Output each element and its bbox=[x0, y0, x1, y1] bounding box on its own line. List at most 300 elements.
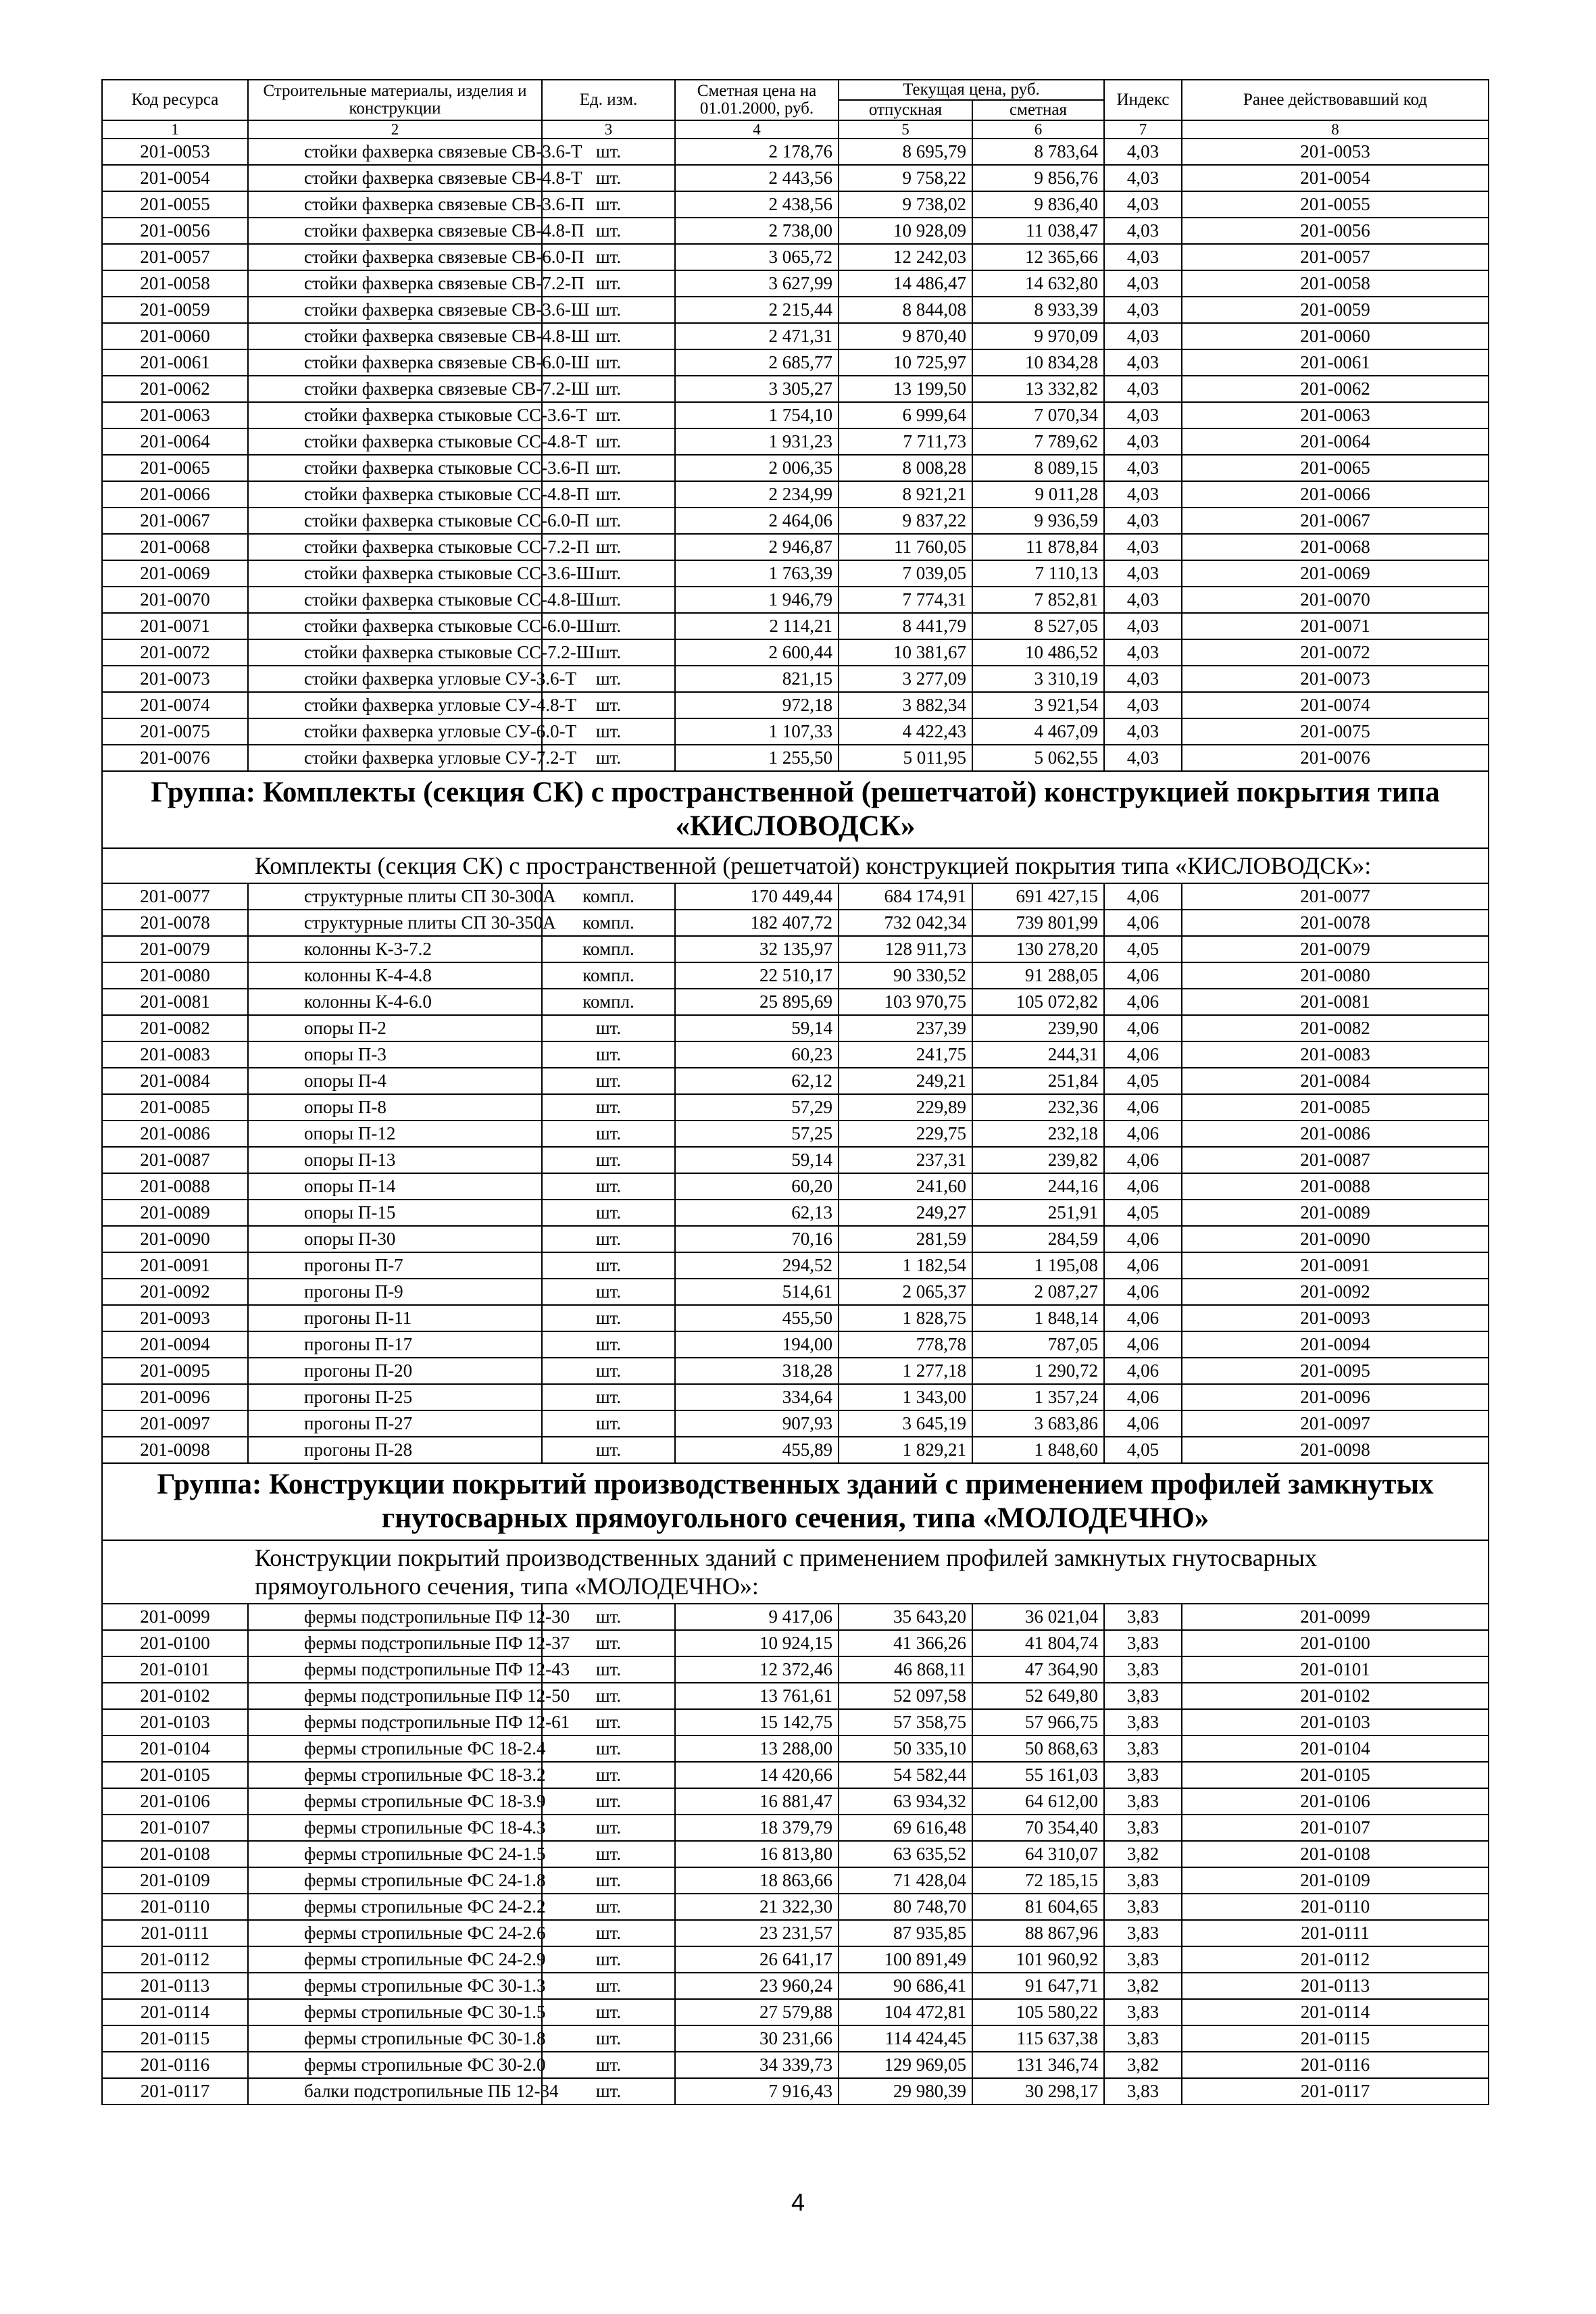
table-row bbox=[102, 587, 1489, 613]
estimate-price-cell: 239,90 bbox=[972, 1015, 1104, 1041]
estimate-price-cell: 7 852,81 bbox=[972, 587, 1104, 613]
material-name-cell: фермы подстропильные ПФ 12-43 bbox=[248, 1656, 542, 1683]
estimate-price-cell: 52 649,80 bbox=[972, 1683, 1104, 1709]
resource-code-cell: 201-0114 bbox=[102, 1999, 248, 2025]
release-price-cell: 7 711,73 bbox=[839, 428, 972, 455]
material-name-cell: структурные плиты СП 30-300А bbox=[248, 883, 542, 910]
release-price-cell: 281,59 bbox=[839, 1226, 972, 1252]
resource-code-cell: 201-0112 bbox=[102, 1946, 248, 1973]
base-price-cell: 972,18 bbox=[675, 692, 839, 718]
release-price-cell: 11 760,05 bbox=[839, 534, 972, 560]
unit-cell: шт. bbox=[542, 1656, 675, 1683]
resource-code-cell: 201-0111 bbox=[102, 1920, 248, 1946]
estimate-price-cell: 72 185,15 bbox=[972, 1867, 1104, 1894]
release-price-cell: 6 999,64 bbox=[839, 402, 972, 428]
table-row bbox=[102, 1121, 1489, 1147]
release-price-cell: 237,31 bbox=[839, 1147, 972, 1173]
release-price-cell: 41 366,26 bbox=[839, 1630, 972, 1656]
group3-rows bbox=[102, 1604, 1489, 2104]
unit-cell: шт. bbox=[542, 666, 675, 692]
unit-cell: шт. bbox=[542, 455, 675, 481]
material-name-cell: стойки фахверка угловые СУ-7.2-Т bbox=[248, 745, 542, 771]
table-row bbox=[102, 1410, 1489, 1437]
table-row bbox=[102, 560, 1489, 587]
prev-code-cell: 201-0107 bbox=[1182, 1815, 1489, 1841]
material-name-cell: стойки фахверка связевые СВ-6.0-П bbox=[248, 244, 542, 270]
base-price-cell: 2 471,31 bbox=[675, 323, 839, 349]
estimate-price-cell: 787,05 bbox=[972, 1331, 1104, 1358]
estimate-price-cell: 36 021,04 bbox=[972, 1604, 1104, 1630]
table-row bbox=[102, 297, 1489, 323]
base-price-cell: 2 738,00 bbox=[675, 218, 839, 244]
resource-code-cell: 201-0107 bbox=[102, 1815, 248, 1841]
index-cell: 4,06 bbox=[1104, 1384, 1182, 1410]
release-price-cell: 229,75 bbox=[839, 1121, 972, 1147]
prev-code-cell: 201-0085 bbox=[1182, 1094, 1489, 1121]
unit-cell: шт. bbox=[542, 1630, 675, 1656]
base-price-cell: 2 006,35 bbox=[675, 455, 839, 481]
prev-code-cell: 201-0060 bbox=[1182, 323, 1489, 349]
prev-code-cell: 201-0101 bbox=[1182, 1656, 1489, 1683]
base-price-cell: 2 685,77 bbox=[675, 349, 839, 376]
resource-code-cell: 201-0054 bbox=[102, 165, 248, 191]
table-row bbox=[102, 165, 1489, 191]
release-price-cell: 9 837,22 bbox=[839, 508, 972, 534]
unit-cell: шт. bbox=[542, 1999, 675, 2025]
material-name-cell: балки подстропильные ПБ 12-34 bbox=[248, 2078, 542, 2104]
unit-cell: шт. bbox=[542, 323, 675, 349]
estimate-price-cell: 10 486,52 bbox=[972, 639, 1104, 666]
column-numbers-row bbox=[102, 120, 1489, 139]
material-name-cell: прогоны П-17 bbox=[248, 1331, 542, 1358]
release-price-cell: 128 911,73 bbox=[839, 936, 972, 962]
base-price-cell: 2 178,76 bbox=[675, 139, 839, 165]
estimate-price-cell: 101 960,92 bbox=[972, 1946, 1104, 1973]
release-price-cell: 90 330,52 bbox=[839, 962, 972, 989]
release-price-cell: 1 828,75 bbox=[839, 1305, 972, 1331]
table-row bbox=[102, 1683, 1489, 1709]
resource-code-cell: 201-0053 bbox=[102, 139, 248, 165]
resource-code-cell: 201-0086 bbox=[102, 1121, 248, 1147]
resource-code-cell: 201-0059 bbox=[102, 297, 248, 323]
base-price-cell: 12 372,46 bbox=[675, 1656, 839, 1683]
resource-code-cell: 201-0069 bbox=[102, 560, 248, 587]
estimate-price-cell: 13 332,82 bbox=[972, 376, 1104, 402]
unit-cell: шт. bbox=[542, 1867, 675, 1894]
table-row bbox=[102, 191, 1489, 218]
prev-code-cell: 201-0068 bbox=[1182, 534, 1489, 560]
unit-cell: шт. bbox=[542, 2025, 675, 2052]
estimate-price-cell: 9 936,59 bbox=[972, 508, 1104, 534]
prev-code-cell: 201-0059 bbox=[1182, 297, 1489, 323]
prev-code-cell: 201-0086 bbox=[1182, 1121, 1489, 1147]
resource-code-cell: 201-0085 bbox=[102, 1094, 248, 1121]
unit-cell: шт. bbox=[542, 1815, 675, 1841]
estimate-price-cell: 91 288,05 bbox=[972, 962, 1104, 989]
table-row bbox=[102, 481, 1489, 508]
base-price-cell: 27 579,88 bbox=[675, 1999, 839, 2025]
material-name-cell: фермы подстропильные ПФ 12-37 bbox=[248, 1630, 542, 1656]
release-price-cell: 3 277,09 bbox=[839, 666, 972, 692]
index-cell: 4,03 bbox=[1104, 639, 1182, 666]
unit-cell: шт. bbox=[542, 1709, 675, 1736]
estimate-price-cell: 3 683,86 bbox=[972, 1410, 1104, 1437]
base-price-cell: 60,23 bbox=[675, 1041, 839, 1068]
unit-cell: шт. bbox=[542, 481, 675, 508]
material-name-cell: прогоны П-28 bbox=[248, 1437, 542, 1463]
material-name-cell: стойки фахверка стыковые СС-4.8-Ш bbox=[248, 587, 542, 613]
col-header-base-price: Сметная цена на 01.01.2000, руб. bbox=[675, 80, 839, 120]
material-name-cell: колонны К-4-6.0 bbox=[248, 989, 542, 1015]
table-row bbox=[102, 1147, 1489, 1173]
material-name-cell: стойки фахверка связевые СВ-4.8-Ш bbox=[248, 323, 542, 349]
table-row bbox=[102, 2078, 1489, 2104]
material-name-cell: фермы стропильные ФС 18-2.4 bbox=[248, 1736, 542, 1762]
prev-code-cell: 201-0093 bbox=[1182, 1305, 1489, 1331]
resource-code-cell: 201-0108 bbox=[102, 1841, 248, 1867]
prev-code-cell: 201-0072 bbox=[1182, 639, 1489, 666]
release-price-cell: 87 935,85 bbox=[839, 1920, 972, 1946]
resource-code-cell: 201-0096 bbox=[102, 1384, 248, 1410]
material-name-cell: опоры П-3 bbox=[248, 1041, 542, 1068]
prev-code-cell: 201-0115 bbox=[1182, 2025, 1489, 2052]
release-price-cell: 103 970,75 bbox=[839, 989, 972, 1015]
index-cell: 3,83 bbox=[1104, 1788, 1182, 1815]
col-number: 5 bbox=[839, 120, 972, 139]
table-row bbox=[102, 1656, 1489, 1683]
release-price-cell: 100 891,49 bbox=[839, 1946, 972, 1973]
base-price-cell: 32 135,97 bbox=[675, 936, 839, 962]
prev-code-cell: 201-0071 bbox=[1182, 613, 1489, 639]
release-price-cell: 229,89 bbox=[839, 1094, 972, 1121]
prev-code-cell: 201-0113 bbox=[1182, 1973, 1489, 1999]
estimate-price-cell: 244,16 bbox=[972, 1173, 1104, 1200]
resource-code-cell: 201-0100 bbox=[102, 1630, 248, 1656]
estimate-price-cell: 7 110,13 bbox=[972, 560, 1104, 587]
unit-cell: шт. bbox=[542, 1384, 675, 1410]
resource-code-cell: 201-0095 bbox=[102, 1358, 248, 1384]
base-price-cell: 1 763,39 bbox=[675, 560, 839, 587]
unit-cell: шт. bbox=[542, 376, 675, 402]
prev-code-cell: 201-0069 bbox=[1182, 560, 1489, 587]
table-row bbox=[102, 883, 1489, 910]
estimate-price-cell: 50 868,63 bbox=[972, 1736, 1104, 1762]
estimate-price-cell: 10 834,28 bbox=[972, 349, 1104, 376]
base-price-cell: 9 417,06 bbox=[675, 1604, 839, 1630]
release-price-cell: 71 428,04 bbox=[839, 1867, 972, 1894]
resource-code-cell: 201-0072 bbox=[102, 639, 248, 666]
col-number: 7 bbox=[1104, 120, 1182, 139]
material-name-cell: стойки фахверка стыковые СС-6.0-П bbox=[248, 508, 542, 534]
base-price-cell: 2 215,44 bbox=[675, 297, 839, 323]
index-cell: 4,03 bbox=[1104, 587, 1182, 613]
release-price-cell: 46 868,11 bbox=[839, 1656, 972, 1683]
resource-code-cell: 201-0104 bbox=[102, 1736, 248, 1762]
index-cell: 4,03 bbox=[1104, 718, 1182, 745]
col-header-unit: Ед. изм. bbox=[542, 80, 675, 120]
resource-code-cell: 201-0058 bbox=[102, 270, 248, 297]
base-price-cell: 15 142,75 bbox=[675, 1709, 839, 1736]
index-cell: 3,83 bbox=[1104, 1946, 1182, 1973]
table-row bbox=[102, 2052, 1489, 2078]
base-price-cell: 34 339,73 bbox=[675, 2052, 839, 2078]
estimate-price-cell: 131 346,74 bbox=[972, 2052, 1104, 2078]
resource-code-cell: 201-0117 bbox=[102, 2078, 248, 2104]
unit-cell: компл. bbox=[542, 883, 675, 910]
base-price-cell: 294,52 bbox=[675, 1252, 839, 1279]
resource-code-cell: 201-0102 bbox=[102, 1683, 248, 1709]
index-cell: 4,06 bbox=[1104, 1358, 1182, 1384]
release-price-cell: 7 774,31 bbox=[839, 587, 972, 613]
estimate-price-cell: 9 856,76 bbox=[972, 165, 1104, 191]
table-row bbox=[102, 1094, 1489, 1121]
material-name-cell: колонны К-4-4.8 bbox=[248, 962, 542, 989]
index-cell: 4,06 bbox=[1104, 910, 1182, 936]
index-cell: 4,06 bbox=[1104, 1331, 1182, 1358]
table-row bbox=[102, 1867, 1489, 1894]
material-name-cell: прогоны П-11 bbox=[248, 1305, 542, 1331]
base-price-cell: 907,93 bbox=[675, 1410, 839, 1437]
prev-code-cell: 201-0106 bbox=[1182, 1788, 1489, 1815]
base-price-cell: 514,61 bbox=[675, 1279, 839, 1305]
base-price-cell: 318,28 bbox=[675, 1358, 839, 1384]
release-price-cell: 7 039,05 bbox=[839, 560, 972, 587]
prev-code-cell: 201-0083 bbox=[1182, 1041, 1489, 1068]
unit-cell: шт. bbox=[542, 1252, 675, 1279]
estimate-price-cell: 14 632,80 bbox=[972, 270, 1104, 297]
index-cell: 4,06 bbox=[1104, 1252, 1182, 1279]
prev-code-cell: 201-0098 bbox=[1182, 1437, 1489, 1463]
table-row bbox=[102, 718, 1489, 745]
col-header-prev-code: Ранее действовавший код bbox=[1182, 80, 1489, 120]
unit-cell: шт. bbox=[542, 2052, 675, 2078]
base-price-cell: 1 107,33 bbox=[675, 718, 839, 745]
material-name-cell: прогоны П-25 bbox=[248, 1384, 542, 1410]
release-price-cell: 1 829,21 bbox=[839, 1437, 972, 1463]
table-row bbox=[102, 455, 1489, 481]
material-name-cell: стойки фахверка угловые СУ-6.0-Т bbox=[248, 718, 542, 745]
material-name-cell: фермы стропильные ФС 30-1.5 bbox=[248, 1999, 542, 2025]
resource-code-cell: 201-0057 bbox=[102, 244, 248, 270]
table-row bbox=[102, 1173, 1489, 1200]
unit-cell: шт. bbox=[542, 1121, 675, 1147]
unit-cell: компл. bbox=[542, 936, 675, 962]
base-price-cell: 13 761,61 bbox=[675, 1683, 839, 1709]
unit-cell: шт. bbox=[542, 1147, 675, 1173]
prev-code-cell: 201-0080 bbox=[1182, 962, 1489, 989]
release-price-cell: 10 381,67 bbox=[839, 639, 972, 666]
resource-code-cell: 201-0061 bbox=[102, 349, 248, 376]
material-name-cell: стойки фахверка стыковые СС-3.6-П bbox=[248, 455, 542, 481]
estimate-price-cell: 55 161,03 bbox=[972, 1762, 1104, 1788]
resource-code-cell: 201-0074 bbox=[102, 692, 248, 718]
resource-code-cell: 201-0082 bbox=[102, 1015, 248, 1041]
unit-cell: шт. bbox=[542, 1094, 675, 1121]
prev-code-cell: 201-0105 bbox=[1182, 1762, 1489, 1788]
resource-code-cell: 201-0073 bbox=[102, 666, 248, 692]
estimate-price-cell: 64 310,07 bbox=[972, 1841, 1104, 1867]
index-cell: 3,83 bbox=[1104, 1736, 1182, 1762]
base-price-cell: 170 449,44 bbox=[675, 883, 839, 910]
base-price-cell: 455,50 bbox=[675, 1305, 839, 1331]
index-cell: 4,06 bbox=[1104, 1410, 1182, 1437]
table-row bbox=[102, 270, 1489, 297]
resource-code-cell: 201-0064 bbox=[102, 428, 248, 455]
base-price-cell: 3 065,72 bbox=[675, 244, 839, 270]
base-price-cell: 18 863,66 bbox=[675, 1867, 839, 1894]
release-price-cell: 13 199,50 bbox=[839, 376, 972, 402]
index-cell: 4,06 bbox=[1104, 1279, 1182, 1305]
release-price-cell: 10 928,09 bbox=[839, 218, 972, 244]
unit-cell: шт. bbox=[542, 1894, 675, 1920]
material-name-cell: стойки фахверка связевые СВ-4.8-Т bbox=[248, 165, 542, 191]
unit-cell: шт. bbox=[542, 1946, 675, 1973]
resource-code-cell: 201-0109 bbox=[102, 1867, 248, 1894]
release-price-cell: 8 695,79 bbox=[839, 139, 972, 165]
material-name-cell: фермы стропильные ФС 24-2.9 bbox=[248, 1946, 542, 1973]
page-number: 4 bbox=[791, 2188, 805, 2216]
table-row bbox=[102, 910, 1489, 936]
index-cell: 4,03 bbox=[1104, 270, 1182, 297]
release-price-cell: 10 725,97 bbox=[839, 349, 972, 376]
index-cell: 4,06 bbox=[1104, 1173, 1182, 1200]
unit-cell: шт. bbox=[542, 1973, 675, 1999]
unit-cell: шт. bbox=[542, 349, 675, 376]
base-price-cell: 7 916,43 bbox=[675, 2078, 839, 2104]
table-row bbox=[102, 1252, 1489, 1279]
prev-code-cell: 201-0084 bbox=[1182, 1068, 1489, 1094]
unit-cell: шт. bbox=[542, 745, 675, 771]
unit-cell: шт. bbox=[542, 1331, 675, 1358]
index-cell: 4,03 bbox=[1104, 165, 1182, 191]
unit-cell: шт. bbox=[542, 587, 675, 613]
index-cell: 4,06 bbox=[1104, 1015, 1182, 1041]
table-row bbox=[102, 376, 1489, 402]
base-price-cell: 455,89 bbox=[675, 1437, 839, 1463]
col-header-current-price: Текущая цена, руб. bbox=[839, 80, 1104, 100]
resource-code-cell: 201-0081 bbox=[102, 989, 248, 1015]
table-row bbox=[102, 1226, 1489, 1252]
release-price-cell: 241,60 bbox=[839, 1173, 972, 1200]
resource-code-cell: 201-0094 bbox=[102, 1331, 248, 1358]
resource-code-cell: 201-0084 bbox=[102, 1068, 248, 1094]
base-price-cell: 13 288,00 bbox=[675, 1736, 839, 1762]
base-price-cell: 26 641,17 bbox=[675, 1946, 839, 1973]
resource-code-cell: 201-0093 bbox=[102, 1305, 248, 1331]
base-price-cell: 30 231,66 bbox=[675, 2025, 839, 2052]
release-price-cell: 249,21 bbox=[839, 1068, 972, 1094]
base-price-cell: 3 305,27 bbox=[675, 376, 839, 402]
prev-code-cell: 201-0094 bbox=[1182, 1331, 1489, 1358]
index-cell: 3,83 bbox=[1104, 1762, 1182, 1788]
base-price-cell: 194,00 bbox=[675, 1331, 839, 1358]
resource-code-cell: 201-0110 bbox=[102, 1894, 248, 1920]
unit-cell: шт. bbox=[542, 613, 675, 639]
estimate-price-cell: 115 637,38 bbox=[972, 2025, 1104, 2052]
material-name-cell: прогоны П-27 bbox=[248, 1410, 542, 1437]
material-name-cell: опоры П-30 bbox=[248, 1226, 542, 1252]
estimate-price-cell: 3 921,54 bbox=[972, 692, 1104, 718]
table-row bbox=[102, 1041, 1489, 1068]
resource-code-cell: 201-0079 bbox=[102, 936, 248, 962]
material-name-cell: стойки фахверка стыковые СС-6.0-Ш bbox=[248, 613, 542, 639]
estimate-price-cell: 130 278,20 bbox=[972, 936, 1104, 962]
index-cell: 4,03 bbox=[1104, 244, 1182, 270]
index-cell: 4,03 bbox=[1104, 402, 1182, 428]
material-name-cell: опоры П-4 bbox=[248, 1068, 542, 1094]
index-cell: 4,03 bbox=[1104, 218, 1182, 244]
release-price-cell: 8 921,21 bbox=[839, 481, 972, 508]
index-cell: 4,06 bbox=[1104, 1121, 1182, 1147]
prev-code-cell: 201-0097 bbox=[1182, 1410, 1489, 1437]
col-number: 8 bbox=[1182, 120, 1489, 139]
estimate-price-cell: 691 427,15 bbox=[972, 883, 1104, 910]
resource-code-cell: 201-0065 bbox=[102, 455, 248, 481]
prev-code-cell: 201-0058 bbox=[1182, 270, 1489, 297]
prev-code-cell: 201-0100 bbox=[1182, 1630, 1489, 1656]
prev-code-cell: 201-0089 bbox=[1182, 1200, 1489, 1226]
material-name-cell: структурные плиты СП 30-350А bbox=[248, 910, 542, 936]
table-row bbox=[102, 1279, 1489, 1305]
table-row bbox=[102, 1305, 1489, 1331]
prev-code-cell: 201-0090 bbox=[1182, 1226, 1489, 1252]
index-cell: 4,03 bbox=[1104, 323, 1182, 349]
material-name-cell: опоры П-15 bbox=[248, 1200, 542, 1226]
prev-code-cell: 201-0109 bbox=[1182, 1867, 1489, 1894]
price-document bbox=[101, 79, 1488, 2105]
index-cell: 4,03 bbox=[1104, 666, 1182, 692]
prev-code-cell: 201-0114 bbox=[1182, 1999, 1489, 2025]
release-price-cell: 5 011,95 bbox=[839, 745, 972, 771]
base-price-cell: 22 510,17 bbox=[675, 962, 839, 989]
prev-code-cell: 201-0081 bbox=[1182, 989, 1489, 1015]
col-number: 1 bbox=[102, 120, 248, 139]
material-name-cell: стойки фахверка связевые СВ-7.2-Ш bbox=[248, 376, 542, 402]
index-cell: 3,82 bbox=[1104, 1973, 1182, 1999]
material-name-cell: колонны К-3-7.2 bbox=[248, 936, 542, 962]
prev-code-cell: 201-0078 bbox=[1182, 910, 1489, 936]
estimate-price-cell: 105 580,22 bbox=[972, 1999, 1104, 2025]
group3-header bbox=[102, 1463, 1489, 1604]
unit-cell: шт. bbox=[542, 428, 675, 455]
index-cell: 4,03 bbox=[1104, 191, 1182, 218]
material-name-cell: фермы стропильные ФС 18-4.3 bbox=[248, 1815, 542, 1841]
base-price-cell: 59,14 bbox=[675, 1147, 839, 1173]
index-cell: 4,06 bbox=[1104, 1041, 1182, 1068]
resource-code-cell: 201-0060 bbox=[102, 323, 248, 349]
estimate-price-cell: 91 647,71 bbox=[972, 1973, 1104, 1999]
release-price-cell: 1 343,00 bbox=[839, 1384, 972, 1410]
base-price-cell: 62,13 bbox=[675, 1200, 839, 1226]
estimate-price-cell: 30 298,17 bbox=[972, 2078, 1104, 2104]
resource-code-cell: 201-0097 bbox=[102, 1410, 248, 1437]
index-cell: 3,83 bbox=[1104, 1999, 1182, 2025]
estimate-price-cell: 11 878,84 bbox=[972, 534, 1104, 560]
table-row bbox=[102, 666, 1489, 692]
release-price-cell: 129 969,05 bbox=[839, 2052, 972, 2078]
release-price-cell: 80 748,70 bbox=[839, 1894, 972, 1920]
unit-cell: шт. bbox=[542, 1173, 675, 1200]
material-name-cell: фермы подстропильные ПФ 12-50 bbox=[248, 1683, 542, 1709]
index-cell: 4,06 bbox=[1104, 1305, 1182, 1331]
estimate-price-cell: 70 354,40 bbox=[972, 1815, 1104, 1841]
base-price-cell: 18 379,79 bbox=[675, 1815, 839, 1841]
base-price-cell: 25 895,69 bbox=[675, 989, 839, 1015]
estimate-price-cell: 1 848,14 bbox=[972, 1305, 1104, 1331]
material-name-cell: стойки фахверка связевые СВ-4.8-П bbox=[248, 218, 542, 244]
prev-code-cell: 201-0070 bbox=[1182, 587, 1489, 613]
table-row bbox=[102, 1384, 1489, 1410]
